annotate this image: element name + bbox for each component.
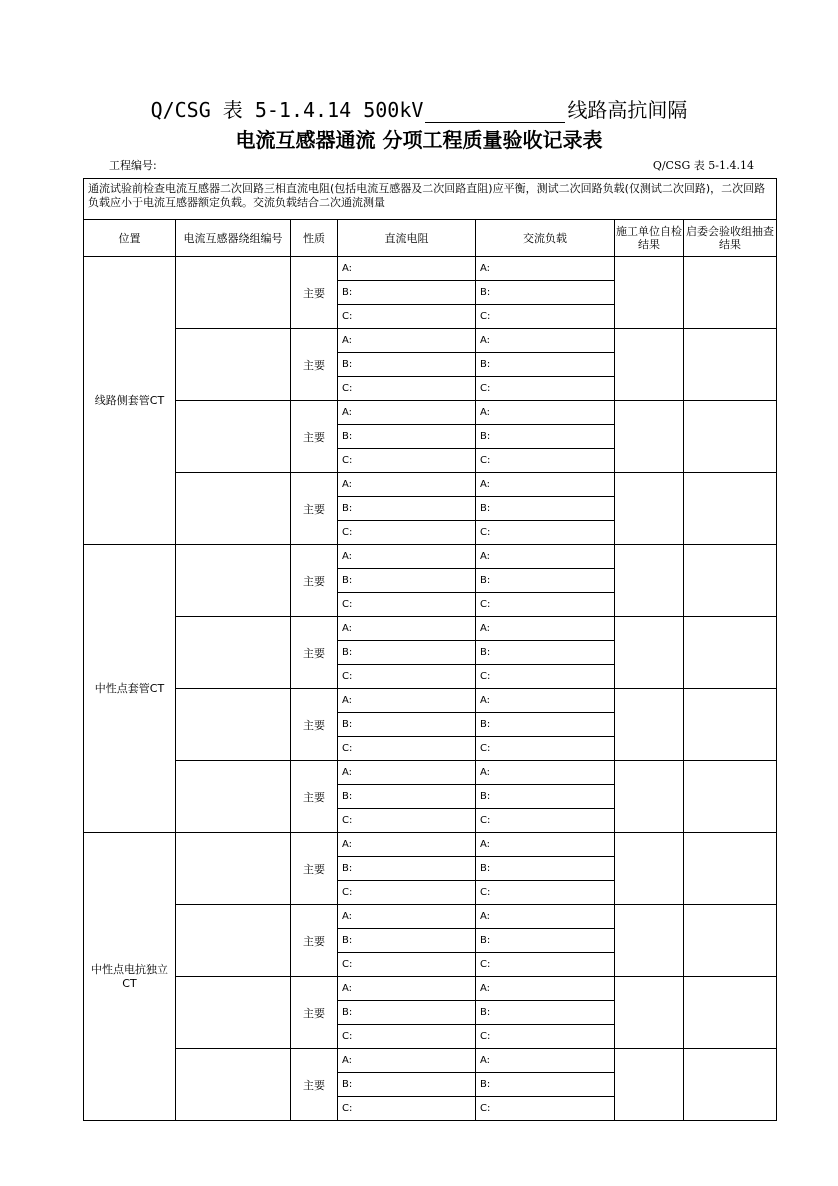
spot-check-cell[interactable] [684,833,777,905]
dc-resistance-cell[interactable]: A: [338,257,476,281]
spot-check-cell[interactable] [684,761,777,833]
ac-load-cell[interactable]: B: [476,353,615,377]
dc-resistance-cell[interactable]: A: [338,1049,476,1073]
dc-resistance-cell[interactable]: A: [338,545,476,569]
nature-cell: 主要 [291,329,338,401]
nature-cell: 主要 [291,761,338,833]
dc-resistance-cell[interactable]: B: [338,353,476,377]
title-prefix: Q/CSG 表 5-1.4.14 500kV [150,98,424,122]
instruction-note: 通流试验前检查电流互感器二次回路三相直流电阻(包括电流互感器及二次回路直阻)应平衡，测试二次回路负载(仅测试二次回路)，二次回路负载应小于电流互感器额定负载。交流负载结合二次通流测量 [84,179,777,220]
dc-resistance-cell[interactable]: A: [338,329,476,353]
self-check-cell[interactable] [615,401,684,473]
col-spot-check: 启委会验收组抽查结果 [684,220,777,257]
position-cell: 线路侧套管CT [84,257,176,545]
ac-load-cell[interactable]: B: [476,281,615,305]
winding-no-cell[interactable] [176,257,291,329]
nature-cell: 主要 [291,401,338,473]
dc-resistance-cell[interactable]: C: [338,593,476,617]
ac-load-cell[interactable]: B: [476,1073,615,1097]
nature-cell: 主要 [291,905,338,977]
dc-resistance-cell[interactable]: C: [338,1025,476,1049]
nature-cell: 主要 [291,1049,338,1121]
ac-load-cell[interactable]: B: [476,425,615,449]
line-name-blank[interactable] [425,102,565,123]
table-row [84,473,777,497]
ac-load-cell[interactable]: C: [476,449,615,473]
spot-check-cell[interactable] [684,401,777,473]
dc-resistance-cell[interactable]: B: [338,497,476,521]
self-check-cell[interactable] [615,833,684,905]
ac-load-cell[interactable]: A: [476,1049,615,1073]
spot-check-cell[interactable] [684,1049,777,1121]
dc-resistance-cell[interactable]: B: [338,713,476,737]
form-code: Q/CSG 表 5-1.4.14 [652,159,754,172]
dc-resistance-cell[interactable]: B: [338,281,476,305]
dc-resistance-cell[interactable]: A: [338,905,476,929]
self-check-cell[interactable] [615,689,684,761]
acceptance-table [83,178,777,1121]
self-check-cell[interactable] [615,329,684,401]
project-no-label: 工程编号: [109,159,157,172]
winding-no-cell[interactable] [176,1049,291,1121]
table-row [84,833,777,857]
ac-load-cell[interactable]: C: [476,1097,615,1121]
table-row [84,977,777,1001]
form-title-line2: 电流互感器通流 分项工程质量验收记录表 [235,128,603,152]
position-cell: 中性点电抗独立CT [84,833,176,1121]
dc-resistance-cell[interactable]: C: [338,953,476,977]
ac-load-cell[interactable]: C: [476,809,615,833]
dc-resistance-cell[interactable]: B: [338,425,476,449]
ac-load-cell[interactable]: B: [476,1001,615,1025]
self-check-cell[interactable] [615,545,684,617]
spot-check-cell[interactable] [684,905,777,977]
ac-load-cell[interactable]: C: [476,953,615,977]
dc-resistance-cell[interactable]: C: [338,1097,476,1121]
ac-load-cell[interactable]: A: [476,401,615,425]
dc-resistance-cell[interactable]: B: [338,857,476,881]
ac-load-cell[interactable]: A: [476,617,615,641]
ac-load-cell[interactable]: B: [476,497,615,521]
ac-load-cell[interactable]: A: [476,833,615,857]
ac-load-cell[interactable]: A: [476,977,615,1001]
winding-no-cell[interactable] [176,833,291,905]
nature-cell: 主要 [291,977,338,1049]
spot-check-cell[interactable] [684,329,777,401]
spot-check-cell[interactable] [684,689,777,761]
dc-resistance-cell[interactable]: C: [338,305,476,329]
table-row [84,689,777,713]
dc-resistance-cell[interactable]: A: [338,617,476,641]
spot-check-cell[interactable] [684,617,777,689]
ac-load-cell[interactable]: C: [476,881,615,905]
ac-load-cell[interactable]: B: [476,713,615,737]
ac-load-cell[interactable]: C: [476,305,615,329]
ac-load-cell[interactable]: A: [476,545,615,569]
ac-load-cell[interactable]: B: [476,857,615,881]
ac-load-cell[interactable]: C: [476,665,615,689]
winding-no-cell[interactable] [176,761,291,833]
ac-load-cell[interactable]: B: [476,641,615,665]
table-row [84,761,777,785]
spot-check-cell[interactable] [684,545,777,617]
dc-resistance-cell[interactable]: B: [338,785,476,809]
title-suffix: 线路高抗间隔 [567,98,688,122]
winding-no-cell[interactable] [176,617,291,689]
dc-resistance-cell[interactable]: B: [338,1073,476,1097]
winding-no-cell[interactable] [176,401,291,473]
dc-resistance-cell[interactable]: A: [338,977,476,1001]
self-check-cell[interactable] [615,1049,684,1121]
self-check-cell[interactable] [615,473,684,545]
nature-cell: 主要 [291,473,338,545]
winding-no-cell[interactable] [176,545,291,617]
ac-load-cell[interactable]: C: [476,377,615,401]
winding-no-cell[interactable] [176,329,291,401]
nature-cell: 主要 [291,689,338,761]
ac-load-cell[interactable]: C: [476,521,615,545]
ac-load-cell[interactable]: A: [476,329,615,353]
ac-load-cell[interactable]: C: [476,737,615,761]
nature-cell: 主要 [291,257,338,329]
dc-resistance-cell[interactable]: C: [338,521,476,545]
dc-resistance-cell[interactable]: B: [338,641,476,665]
self-check-cell[interactable] [615,977,684,1049]
dc-resistance-cell[interactable]: A: [338,689,476,713]
table-row [84,1049,777,1073]
ac-load-cell[interactable]: A: [476,257,615,281]
dc-resistance-cell[interactable]: A: [338,761,476,785]
ac-load-cell[interactable]: A: [476,905,615,929]
form-title-line1 [0,94,838,123]
spot-check-cell[interactable] [684,257,777,329]
table-row [84,545,777,569]
ac-load-cell[interactable]: C: [476,593,615,617]
dc-resistance-cell[interactable]: C: [338,737,476,761]
self-check-cell[interactable] [615,617,684,689]
winding-no-cell[interactable] [176,905,291,977]
dc-resistance-cell[interactable]: C: [338,665,476,689]
nature-cell: 主要 [291,833,338,905]
ac-load-cell[interactable]: C: [476,1025,615,1049]
col-position: 位置 [84,220,176,257]
dc-resistance-cell[interactable]: A: [338,401,476,425]
dc-resistance-cell[interactable]: B: [338,1001,476,1025]
spot-check-cell[interactable] [684,977,777,1049]
nature-cell: 主要 [291,617,338,689]
nature-cell: 主要 [291,545,338,617]
table-row [84,617,777,641]
position-cell: 中性点套管CT [84,545,176,833]
col-winding: 电流互感器绕组编号 [176,220,291,257]
dc-resistance-cell[interactable]: B: [338,569,476,593]
winding-no-cell[interactable] [176,689,291,761]
winding-no-cell[interactable] [176,473,291,545]
self-check-cell[interactable] [615,761,684,833]
ac-load-cell[interactable]: B: [476,785,615,809]
spot-check-cell[interactable] [684,473,777,545]
ac-load-cell[interactable]: B: [476,929,615,953]
table-row [84,401,777,425]
ac-load-cell[interactable]: A: [476,689,615,713]
dc-resistance-cell[interactable]: A: [338,473,476,497]
col-ac-load: 交流负载 [476,220,615,257]
dc-resistance-cell[interactable]: C: [338,809,476,833]
ac-load-cell[interactable]: A: [476,473,615,497]
ac-load-cell[interactable]: B: [476,569,615,593]
dc-resistance-cell[interactable]: A: [338,833,476,857]
table-row [84,257,777,281]
dc-resistance-cell[interactable]: C: [338,449,476,473]
dc-resistance-cell[interactable]: C: [338,377,476,401]
self-check-cell[interactable] [615,257,684,329]
table-row [84,329,777,353]
col-self-check: 施工单位自检结果 [615,220,684,257]
dc-resistance-cell[interactable]: B: [338,929,476,953]
col-nature: 性质 [291,220,338,257]
table-row [84,905,777,929]
winding-no-cell[interactable] [176,977,291,1049]
dc-resistance-cell[interactable]: C: [338,881,476,905]
col-dc-resistance: 直流电阻 [338,220,476,257]
ac-load-cell[interactable]: A: [476,761,615,785]
self-check-cell[interactable] [615,905,684,977]
